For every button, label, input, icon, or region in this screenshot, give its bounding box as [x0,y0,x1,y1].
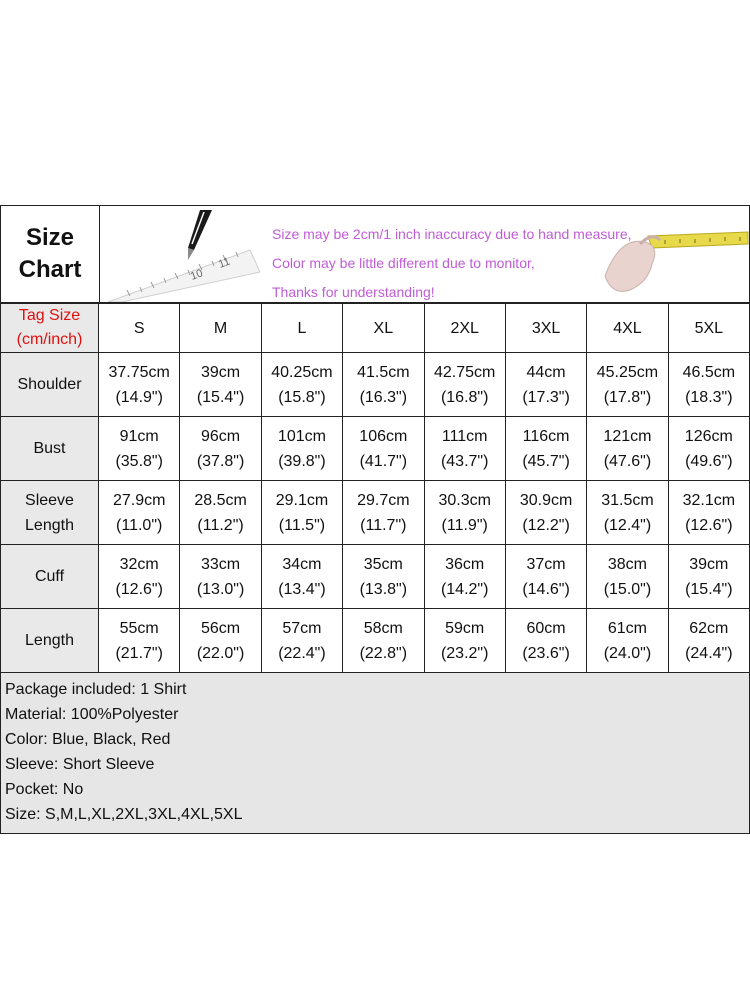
measurement-cm: 34cm [282,555,322,573]
measurement-cell [587,417,668,481]
measurement-cm: 57cm [282,619,322,637]
row-label-text: Length [25,632,74,649]
measurement-cm: 58cm [363,619,403,637]
measurement-cell [99,481,180,545]
row-label [1,417,99,481]
measurement-cell [587,545,668,609]
measurement-cm: 55cm [119,619,159,637]
measurement-cm: 33cm [201,555,241,573]
measurement-cell [424,353,505,417]
measurement-cm: 62cm [689,619,729,637]
chart-title-line1: Size [25,224,75,251]
measurement-inch: (15.4") [685,580,733,598]
measurement-cell [668,481,749,545]
tag-size-label-line2: (cm/inch) [16,331,83,348]
size-header-l: L [261,304,342,353]
measurement-cell [343,481,424,545]
table-row [1,545,750,609]
measurement-cell [424,545,505,609]
measurement-cm: 37cm [526,555,566,573]
measurement-cell [180,353,261,417]
measurement-inch: (21.7") [115,644,163,662]
size-header-m: M [180,304,261,353]
measurement-cell [261,545,342,609]
size-header-5xl: 5XL [668,304,749,353]
measurement-cell [261,417,342,481]
measurement-inch: (22.0") [196,644,245,662]
measurement-cm: 91cm [119,427,159,445]
measurement-cm: 116cm [522,427,570,445]
measurement-inch: (24.4") [685,644,733,662]
measurement-cell [99,353,180,417]
measurement-cm: 56cm [201,619,241,637]
measurement-inch: (16.3") [359,388,408,406]
size-header-xl: XL [343,304,424,353]
size-header-2xl: 2XL [424,304,505,353]
size-chart [0,205,750,834]
measurement-inch: (15.0") [603,580,652,598]
measurement-inch: (14.2") [440,580,489,598]
chart-header [0,205,750,303]
row-label-text: Length [25,516,74,534]
measurement-inch: (14.6") [522,580,570,598]
measurement-cell [343,417,424,481]
measurement-inch: (11.5") [278,516,326,534]
detail-line: Package included: 1 Shirt [5,681,187,698]
measurement-cm: 29.1cm [275,491,329,509]
measurement-cm: 30.9cm [519,491,573,509]
measurement-inch: (41.7") [359,452,408,470]
measurement-inch: (17.8") [603,388,652,406]
measurement-cell [180,417,261,481]
measurement-cell [261,353,342,417]
detail-line: Sleeve: Short Sleeve [5,756,155,773]
measurement-cm: 36cm [445,555,485,573]
row-label [1,609,99,673]
measurement-cell [668,609,749,673]
detail-line: Size: S,M,L,XL,2XL,3XL,4XL,5XL [5,806,243,823]
measurement-cm: 44cm [526,363,566,381]
measurement-cell [343,353,424,417]
measurement-inch: (16.8") [440,388,489,406]
measurement-inch: (35.8") [115,452,163,470]
measurement-inch: (12.2") [522,516,570,534]
measurement-cm: 32.1cm [682,491,736,509]
measurement-inch: (24.0") [603,644,652,662]
measurement-cm: 27.9cm [112,491,166,509]
row-label [1,545,99,609]
measurement-cell [343,609,424,673]
measurement-cell [180,545,261,609]
measurement-cm: 40.25cm [271,363,333,381]
size-table [0,303,750,673]
measurement-inch: (15.4") [196,388,245,406]
measurement-cell [505,609,586,673]
measurement-cell [261,609,342,673]
measurement-cm: 45.25cm [596,363,659,381]
measurement-cell [587,353,668,417]
size-header-s: S [99,304,180,353]
row-label [1,353,99,417]
measurement-inch: (37.8") [196,452,245,470]
measurement-cell [99,609,180,673]
measurement-cm: 121cm [603,427,652,445]
measurement-cell [424,417,505,481]
measurement-cm: 59cm [445,619,485,637]
measurement-inch: (22.8") [359,644,408,662]
measurement-cell [505,417,586,481]
measurement-cm: 61cm [607,619,647,637]
measurement-inch: (49.6") [685,452,733,470]
measurement-notes [272,220,632,302]
measurement-cell [180,481,261,545]
note-inaccuracy: Size may be 2cm/1 inch inaccuracy due to hand measure, [272,226,632,242]
ruler-tick-11: 11 [216,255,232,271]
size-header-4xl: 4XL [587,304,668,353]
measurement-cm: 39cm [689,555,729,573]
measurement-cm: 46.5cm [682,363,736,381]
measurement-cell [99,417,180,481]
detail-line: Material: 100%Polyester [5,706,179,723]
tag-size-label-line1: Tag Size [18,307,81,324]
measurement-inch: (43.7") [440,452,489,470]
measurement-cm: 31.5cm [601,491,654,509]
measurement-inch: (45.7") [522,452,570,470]
row-label-text: Bust [33,440,66,457]
measurement-cell [424,481,505,545]
measurement-inch: (11.2") [197,516,244,534]
measurement-inch: (14.9") [115,388,163,406]
measurement-inch: (11.0") [116,516,163,534]
measurement-inch: (12.6") [115,580,163,598]
row-label-text: Cuff [34,568,65,585]
measurement-cm: 126cm [684,427,733,445]
measurement-cell [587,609,668,673]
measurement-inch: (23.6") [522,644,570,662]
measurement-inch: (11.7") [360,516,407,534]
measurement-cm: 30.3cm [438,491,491,509]
tag-size-label [1,304,99,353]
row-label [1,481,99,545]
detail-line: Color: Blue, Black, Red [5,731,171,748]
product-details [0,673,750,834]
measurement-inch: (17.3") [522,388,570,406]
measurement-cell [261,481,342,545]
measurement-cm: 60cm [526,619,566,637]
measurement-cell [343,545,424,609]
chart-title [1,206,100,302]
measurement-cm: 42.75cm [434,363,496,381]
measurement-cm: 111cm [441,427,488,445]
measurement-cell [668,353,749,417]
measurement-cm: 37.75cm [108,363,170,381]
measurement-cm: 101cm [277,427,326,445]
size-header-row [1,304,750,353]
pen-icon [188,210,212,260]
row-label-text: Sleeve [25,491,74,509]
size-header-3xl: 3XL [505,304,586,353]
measurement-cell [424,609,505,673]
measurement-cm: 35cm [363,555,403,573]
measurement-inch: (13.4") [278,580,326,598]
table-row [1,609,750,673]
detail-line: Pocket: No [5,781,84,798]
ruler-icon [108,250,260,302]
note-thanks: Thanks for understanding! [272,284,435,300]
measurement-cm: 96cm [201,427,241,445]
measurement-inch: (12.6") [685,516,733,534]
measurement-inch: (11.9") [441,516,488,534]
measurement-cm: 29.7cm [357,491,410,509]
row-label-text: Shoulder [17,376,82,393]
measurement-cell [587,481,668,545]
measurement-inch: (39.8") [278,452,326,470]
measure-banner [100,206,749,302]
table-row [1,353,750,417]
measurement-cm: 106cm [359,427,408,445]
measurement-cell [668,545,749,609]
measurement-inch: (12.4") [603,516,652,534]
measurement-inch: (22.4") [278,644,326,662]
measurement-cm: 32cm [119,555,159,573]
measurement-inch: (13.8") [359,580,408,598]
measurement-cell [99,545,180,609]
measurement-inch: (47.6") [603,452,652,470]
measurement-cell [505,545,586,609]
table-row [1,417,750,481]
measurement-inch: (23.2") [440,644,489,662]
measurement-cm: 28.5cm [194,491,247,509]
measurement-inch: (15.8") [278,388,326,406]
note-color: Color may be little different due to monitor, [272,255,535,271]
table-row [1,481,750,545]
measurement-inch: (18.3") [685,388,733,406]
tape-measure-icon [648,232,748,248]
ruler-tick-10: 10 [188,267,205,283]
measurement-cm: 41.5cm [357,363,410,381]
measurement-cell [180,609,261,673]
measurement-inch: (13.0") [196,580,245,598]
measurement-cm: 39cm [201,363,241,381]
measurement-cell [668,417,749,481]
measurement-cell [505,353,586,417]
measurement-cm: 38cm [607,555,647,573]
measurement-cell [505,481,586,545]
chart-title-line2: Chart [18,256,82,283]
